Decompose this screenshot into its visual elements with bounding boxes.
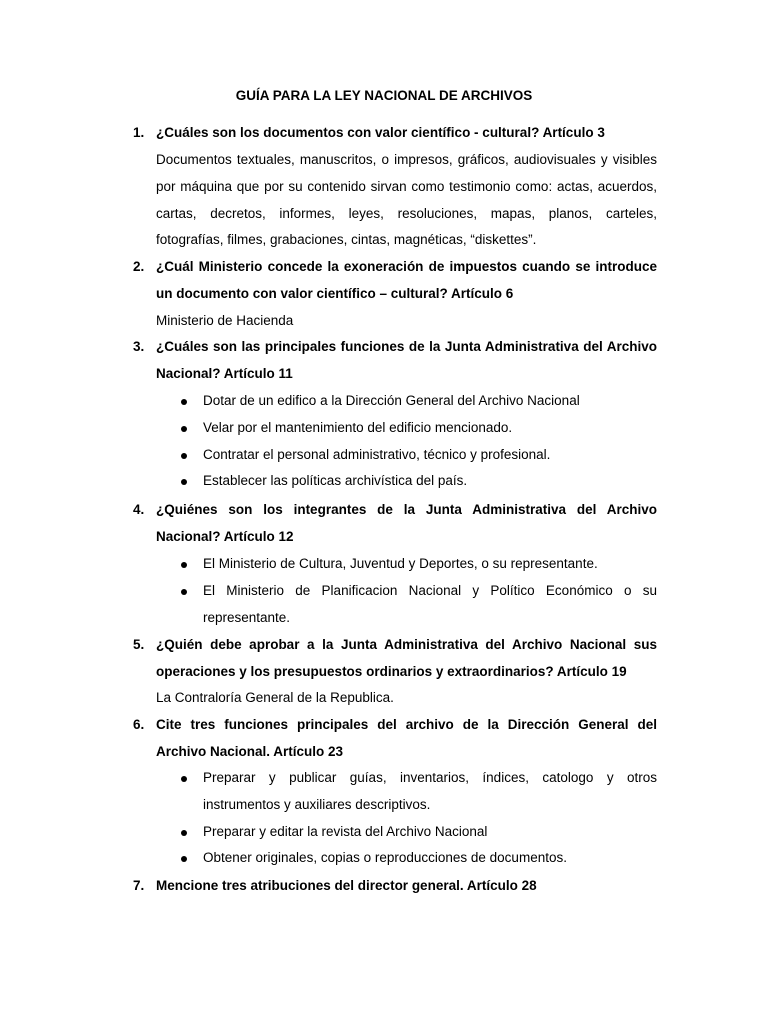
question-number: 7. [133,878,145,893]
answer-3-list [178,388,657,495]
bullet-icon [181,562,187,568]
question-number: 4. [133,502,145,517]
question-text: ¿Cuáles son las principales funciones de la Junta Administrativa del Archivo Nacional? Artículo 11 [156,339,657,381]
bullet-icon [181,426,187,432]
answer-1: Documentos textuales, manuscritos, o impresos, gráficos, audiovisuales y visibles por máquina que por su contenido sirvan como testimonio como: actas, acuerdos, cartas, decretos, informes, leyes, resoluciones, mapas, planos, carteles, fotografías, filmes, grabaciones, cintas, magnéticas, “diskettes”. [156,152,657,248]
question-number: 3. [133,339,145,354]
list-item: Contratar el personal administrativo, técnico y profesional. [178,442,657,469]
answer-5: La Contraloría General de la Republica. [156,690,394,705]
question-number: 6. [133,717,145,732]
question-4 [133,497,657,551]
list-item: El Ministerio de Planificacion Nacional y Político Económico o su representante. [178,578,657,632]
answer-2: Ministerio de Hacienda [156,313,294,328]
question-number: 5. [133,637,145,652]
list-item: Obtener originales, copias o reproducciones de documentos. [178,845,657,872]
bullet-icon [181,830,187,836]
question-5 [133,632,657,686]
answer-4-list [178,551,657,631]
question-number: 1. [133,125,145,140]
list-item: El Ministerio de Cultura, Juventud y Deportes, o su representante. [178,551,657,578]
bullet-icon [181,589,187,595]
question-text: ¿Quiénes son los integrantes de la Junta Administrativa del Archivo Nacional? Artículo 12 [156,502,657,544]
answer-6-list [178,765,657,872]
question-text: ¿Cuáles son los documentos con valor científico - cultural? Artículo 3 [156,125,605,140]
question-6 [133,712,657,766]
bullet-icon [181,479,187,485]
list-item: Establecer las políticas archivística del país. [178,468,657,495]
list-item: Preparar y editar la revista del Archivo Nacional [178,819,657,846]
list-item: Velar por el mantenimiento del edificio mencionado. [178,415,657,442]
question-3 [133,334,657,388]
list-item: Dotar de un edifico a la Dirección General del Archivo Nacional [178,388,657,415]
document-title: GUÍA PARA LA LEY NACIONAL DE ARCHIVOS [235,88,533,103]
bullet-icon [181,453,187,459]
question-text: Cite tres funciones principales del archivo de la Dirección General del Archivo Nacional. Artículo 23 [156,717,657,759]
bullet-icon [181,856,187,862]
question-text: Mencione tres atribuciones del director general. Artículo 28 [156,878,537,893]
question-text: ¿Cuál Ministerio concede la exoneración de impuestos cuando se introduce un documento con valor científico – cultural? Artículo 6 [156,259,657,301]
list-item: Preparar y publicar guías, inventarios, índices, catologo y otros instrumentos y auxiliares descriptivos. [178,765,657,819]
bullet-icon [181,776,187,782]
question-2 [133,254,657,308]
question-7 [133,873,657,900]
question-text: ¿Quién debe aprobar a la Junta Administrativa del Archivo Nacional sus operaciones y los presupuestos ordinarios y extraordinarios? Artículo 19 [156,637,657,679]
question-1 [133,120,657,147]
question-number: 2. [133,259,145,274]
bullet-icon [181,399,187,405]
